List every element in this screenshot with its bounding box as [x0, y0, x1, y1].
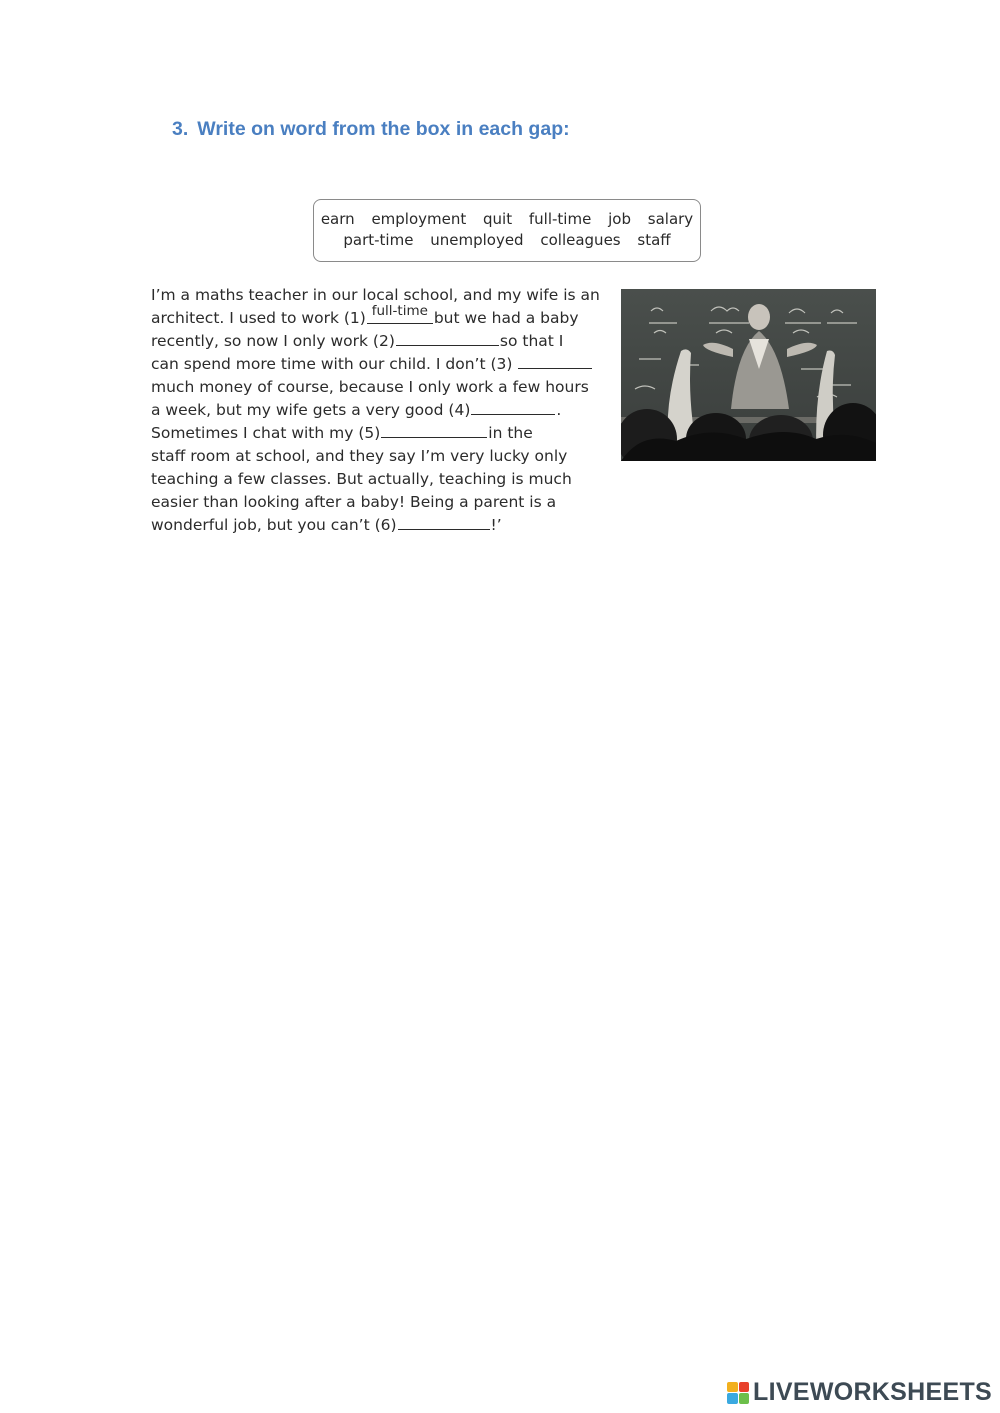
passage-text: wonderful job, but you can’t (6) [151, 516, 397, 534]
logo-mark-icon [727, 1382, 749, 1404]
word-box-item: colleagues [540, 231, 621, 249]
word-box-item: job [608, 210, 631, 228]
passage-line [151, 514, 611, 537]
classroom-photo [621, 289, 876, 461]
word-box-item: staff [637, 231, 671, 249]
word-box-item: full-time [528, 210, 592, 228]
passage-text: a week, but my wife gets a very good (4) [151, 401, 471, 419]
classroom-photo-illustration [621, 289, 876, 461]
passage-text: in the [488, 424, 533, 442]
passage-line [151, 330, 611, 353]
passage-text: !’ [490, 516, 502, 534]
word-box-row-2 [314, 231, 700, 249]
passage-text: so that I [499, 332, 564, 350]
passage-text: teaching a few classes. But actually, teaching is much [151, 470, 572, 488]
word-box-item: earn [320, 210, 355, 228]
word-box-item: unemployed [430, 231, 524, 249]
liveworksheets-logo [727, 1378, 992, 1407]
word-box-item: salary [647, 210, 694, 228]
passage-line [151, 353, 611, 376]
passage-line [151, 468, 611, 491]
passage-text: I’m a maths teacher in our local school, and my wife is an [151, 286, 600, 304]
logo-text: LIVEWORKSHEETS [753, 1378, 992, 1406]
passage-text: easier than looking after a baby! Being a parent is a [151, 493, 557, 511]
reading-passage [151, 284, 611, 537]
passage-line [151, 376, 611, 399]
answer-gap-2[interactable] [396, 330, 499, 346]
word-box-item: quit [483, 210, 513, 228]
answer-gap-5[interactable] [381, 422, 487, 438]
exercise-number: 3. [172, 118, 189, 140]
answer-gap-1[interactable] [367, 303, 433, 324]
passage-text: architect. I used to work (1) [151, 309, 366, 327]
word-box-item: employment [371, 210, 467, 228]
passage-text: can spend more time with our child. I don’t (3) [151, 355, 518, 373]
answer-gap-3[interactable] [518, 353, 592, 369]
passage-line [151, 303, 611, 330]
answer-gap-6[interactable] [398, 514, 490, 530]
passage-line [151, 422, 611, 445]
passage-text: staff room at school, and they say I’m very lucky only [151, 447, 568, 465]
word-box-row-1 [314, 210, 700, 228]
passage-text: . [556, 401, 562, 419]
exercise-instruction: Write on word from the box in each gap: [197, 118, 570, 140]
word-box-item: part-time [343, 231, 414, 249]
passage-line [151, 399, 611, 422]
answer-gap-4[interactable] [471, 399, 555, 415]
gap-1-answer: full-time [371, 303, 428, 319]
passage-text: much money of course, because I only work a few hours [151, 378, 589, 396]
word-box [313, 199, 701, 262]
passage-text: Sometimes I chat with my (5) [151, 424, 381, 442]
passage-text: recently, so now I only work (2) [151, 332, 395, 350]
passage-text: but we had a baby [433, 309, 579, 327]
exercise-heading [172, 118, 570, 141]
passage-line [151, 445, 611, 468]
passage-line [151, 491, 611, 514]
